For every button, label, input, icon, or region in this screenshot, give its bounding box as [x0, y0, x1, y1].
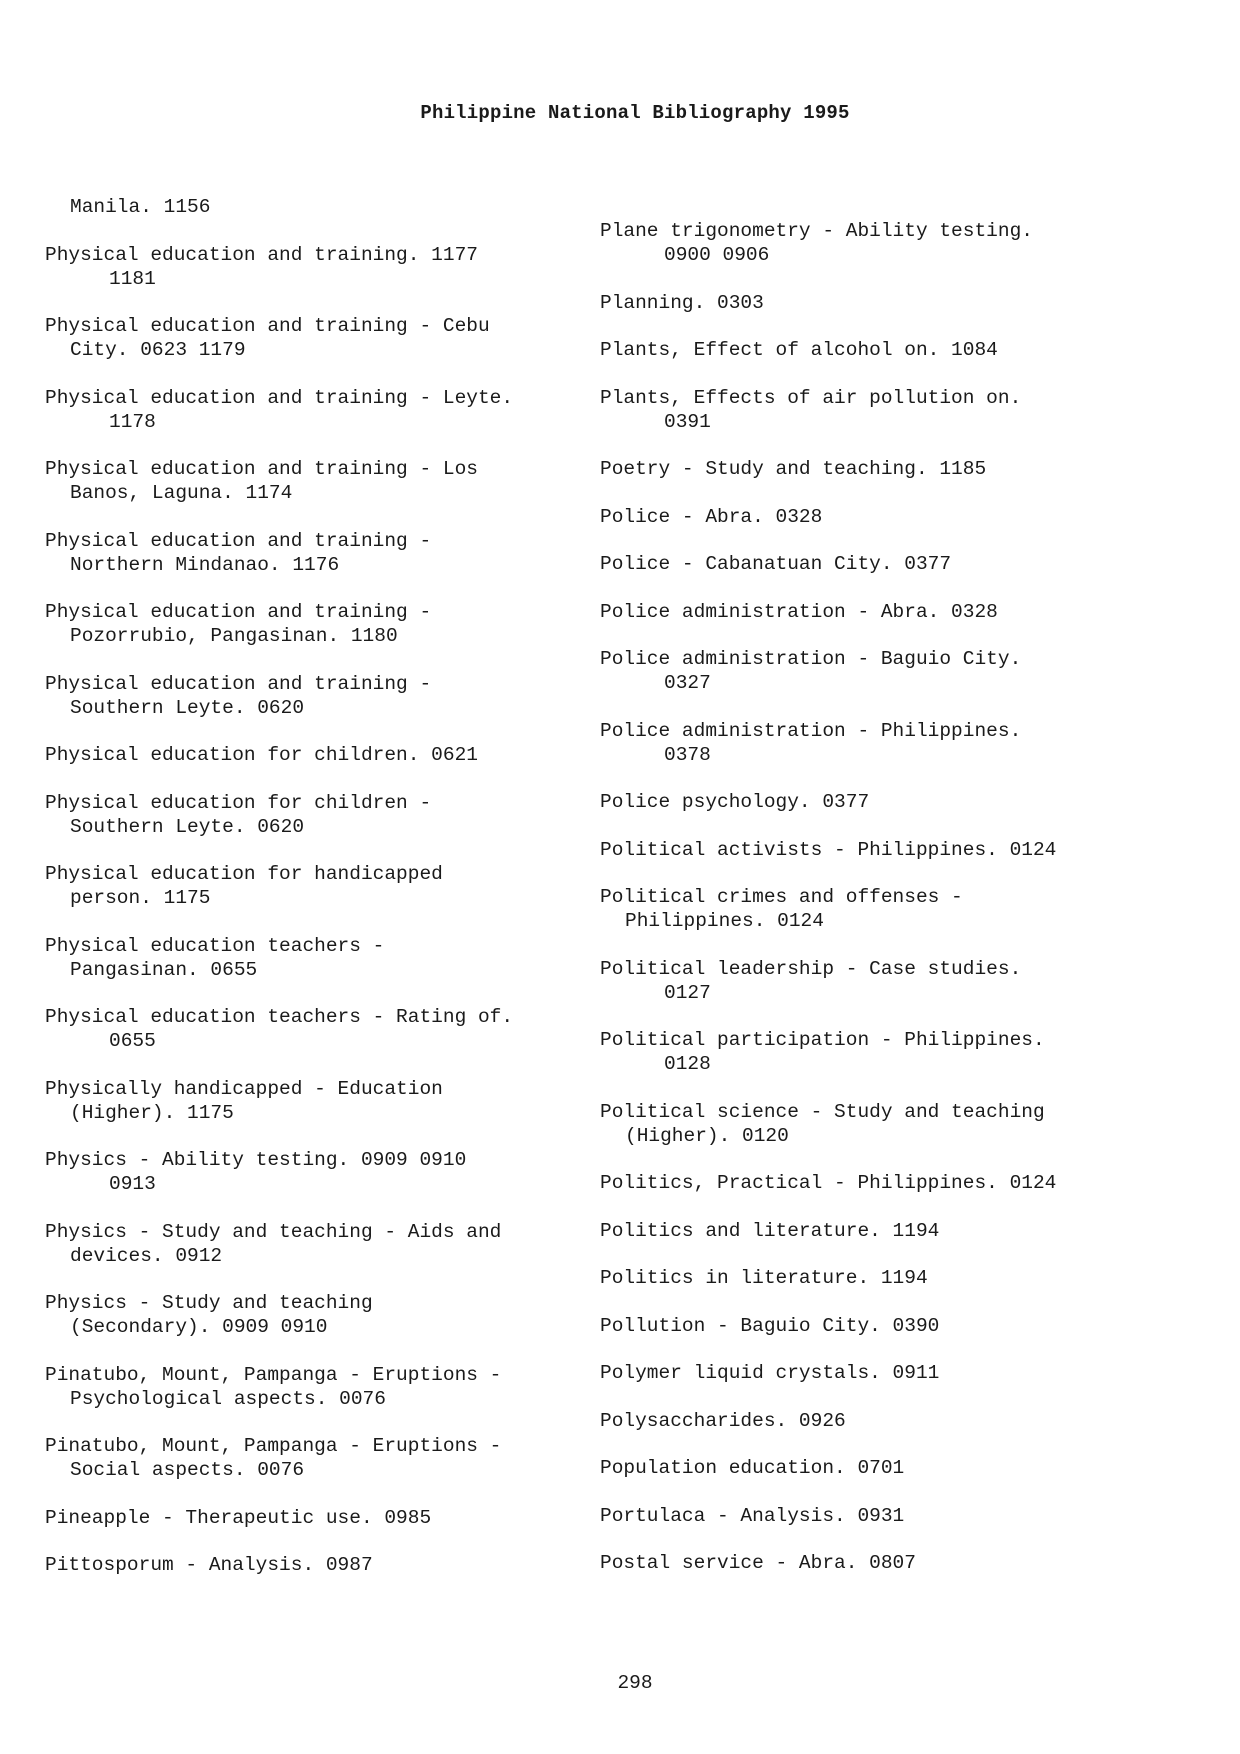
- index-entry-continuation: 1181: [109, 267, 156, 290]
- index-entry: [45, 1434, 605, 1482]
- index-entry-continuation: City. 0623 1179: [70, 339, 246, 361]
- index-entry-heading: Population education. 0701: [600, 1457, 905, 1479]
- index-entry-heading: Politics in literature. 1194: [600, 1267, 928, 1289]
- index-entry-continuation: 0655: [109, 1030, 156, 1052]
- index-entry: [45, 1363, 605, 1411]
- index-entry-continuation: Southern Leyte. 0620: [70, 815, 305, 838]
- index-column-right: [600, 219, 1160, 1599]
- index-entry-heading: Police administration - Philippines.: [600, 719, 1022, 742]
- index-entry-continuation: Banos, Laguna. 1174: [70, 482, 293, 504]
- index-entry-spacer: [45, 171, 605, 195]
- index-column-left: [45, 195, 605, 1601]
- index-entry-continuation: 0900 0906: [664, 244, 770, 266]
- index-entry-continuation: Northern Mindanao. 1176: [70, 553, 340, 576]
- index-entry-heading: Postal service - Abra. 0807: [600, 1552, 916, 1574]
- index-entry-heading: Physical education and training - Leyte.: [45, 386, 514, 409]
- index-entry: [600, 1409, 1160, 1433]
- index-entry-heading: Police psychology. 0377: [600, 791, 870, 813]
- index-entry-heading: Physical education and training -: [45, 529, 432, 552]
- index-entry: [45, 243, 605, 291]
- index-entry: [45, 457, 605, 505]
- index-entry-heading: Political activists - Philippines. 0124: [600, 838, 1057, 861]
- index-entry-continuation: 0128: [664, 1053, 711, 1075]
- index-entry-heading: Political science - Study and teaching: [600, 1100, 1045, 1123]
- index-entry-heading: Physical education and training -: [45, 601, 432, 623]
- index-entry: [45, 529, 605, 577]
- index-entry-heading: Pollution - Baguio City. 0390: [600, 1314, 940, 1337]
- index-entry: [45, 600, 605, 648]
- index-entry-heading: Physical education for handicapped: [45, 863, 443, 885]
- index-entry-continuation: person. 1175: [70, 887, 211, 909]
- index-entry-continuation: Southern Leyte. 0620: [70, 696, 305, 719]
- index-entry: [600, 600, 1160, 624]
- index-entry-heading: Pittosporum - Analysis. 0987: [45, 1554, 373, 1576]
- index-entry: [600, 552, 1160, 576]
- index-entry: [600, 1266, 1160, 1290]
- index-entry-heading: Physics - Study and teaching: [45, 1292, 373, 1314]
- index-entry-heading: Pinatubo, Mount, Pampanga - Eruptions -: [45, 1363, 502, 1386]
- index-entry: [600, 291, 1160, 315]
- index-entry-heading: Pineapple - Therapeutic use. 0985: [45, 1506, 432, 1529]
- index-entry-heading: Police administration - Baguio City.: [600, 648, 1022, 670]
- index-entry-heading: Political participation - Philippines.: [600, 1029, 1045, 1051]
- index-entry: [45, 1005, 605, 1053]
- index-entry: [600, 457, 1160, 481]
- index-entry: [45, 862, 605, 910]
- index-entry-heading: Physical education and training - Los: [45, 458, 478, 480]
- index-entry: [600, 1361, 1160, 1385]
- index-entry-heading: Planning. 0303: [600, 291, 764, 314]
- page-title: Philippine National Bibliography 1995: [420, 102, 850, 124]
- index-entry: [45, 672, 605, 720]
- index-entry-heading: Police - Cabanatuan City. 0377: [600, 553, 952, 575]
- index-entry-heading: Plane trigonometry - Ability testing.: [600, 220, 1033, 242]
- index-entry: [45, 1291, 605, 1339]
- index-entry: [600, 1314, 1160, 1338]
- index-entry-continuation: 0327: [664, 672, 711, 694]
- index-entry: [600, 838, 1160, 862]
- index-entry-heading: Poetry - Study and teaching. 1185: [600, 458, 987, 480]
- index-entry-heading: Political crimes and offenses -: [600, 886, 963, 908]
- index-entry: [45, 791, 605, 839]
- index-entry: [45, 1148, 605, 1196]
- index-entry-heading: Police - Abra. 0328: [600, 505, 823, 528]
- index-entry-heading: Polymer liquid crystals. 0911: [600, 1362, 940, 1384]
- page-number: 298: [617, 1672, 653, 1694]
- index-entry: [600, 1100, 1160, 1148]
- index-entry-heading: Political leadership - Case studies.: [600, 957, 1022, 980]
- index-entry: [45, 1077, 605, 1125]
- index-entry-heading: Physical education and training. 1177: [45, 243, 478, 266]
- index-entry: [600, 219, 1160, 267]
- index-entry-heading: Physics - Study and teaching - Aids and: [45, 1220, 502, 1243]
- index-entry: [45, 1220, 605, 1268]
- index-entry: [45, 743, 605, 767]
- index-entry: [600, 1504, 1160, 1528]
- index-entry: [600, 1551, 1160, 1575]
- index-entry-heading: Physically handicapped - Education: [45, 1077, 443, 1100]
- index-entry-heading: Plants, Effects of air pollution on.: [600, 386, 1022, 409]
- index-entry-heading: Politics and literature. 1194: [600, 1219, 940, 1242]
- index-entry: [45, 934, 605, 982]
- index-entry: [600, 957, 1160, 1005]
- index-entry-continuation: (Higher). 0120: [625, 1124, 789, 1147]
- index-entry: [45, 386, 605, 434]
- index-entry: [600, 1219, 1160, 1243]
- index-entry-continuation: 0378: [664, 743, 711, 766]
- index-entry: [45, 171, 605, 219]
- index-entry: [600, 1171, 1160, 1195]
- index-entry: [600, 1028, 1160, 1076]
- index-entry-continuation: Pangasinan. 0655: [70, 958, 258, 981]
- index-entry-heading: Portulaca - Analysis. 0931: [600, 1504, 905, 1527]
- index-entry-continuation: 1178: [109, 410, 156, 433]
- index-entry-continuation: Psychological aspects. 0076: [70, 1387, 386, 1410]
- index-entry-continuation: (Higher). 1175: [70, 1101, 234, 1124]
- index-entry: [600, 1456, 1160, 1480]
- index-entry: [600, 505, 1160, 529]
- index-entry: [600, 647, 1160, 695]
- index-entry-continuation: Philippines. 0124: [625, 910, 824, 932]
- index-entry-continuation: Manila. 1156: [70, 196, 211, 218]
- index-entry: [600, 386, 1160, 434]
- index-entry: [45, 1553, 605, 1577]
- index-entry-heading: Polysaccharides. 0926: [600, 1409, 846, 1432]
- index-entry-heading: Physical education teachers - Rating of.: [45, 1006, 514, 1028]
- index-entry-continuation: devices. 0912: [70, 1244, 223, 1267]
- index-entry-heading: Physical education and training -: [45, 672, 432, 695]
- index-entry: [600, 885, 1160, 933]
- index-entry-heading: Physics - Ability testing. 0909 0910: [45, 1149, 467, 1171]
- index-entry: [600, 719, 1160, 767]
- index-entry-continuation: Pozorrubio, Pangasinan. 1180: [70, 625, 398, 647]
- index-entry-heading: Physical education teachers -: [45, 934, 385, 957]
- index-entry-heading: Pinatubo, Mount, Pampanga - Eruptions -: [45, 1435, 502, 1457]
- index-entry-heading: Police administration - Abra. 0328: [600, 600, 998, 623]
- index-entry-continuation: 0127: [664, 981, 711, 1004]
- index-entry: [600, 790, 1160, 814]
- index-entry-heading: Plants, Effect of alcohol on. 1084: [600, 339, 998, 361]
- index-entry: [45, 1506, 605, 1530]
- index-entry-continuation: Social aspects. 0076: [70, 1459, 305, 1481]
- index-entry-continuation: (Secondary). 0909 0910: [70, 1316, 328, 1338]
- index-entry-continuation: 0391: [664, 410, 711, 433]
- index-entry: [600, 338, 1160, 362]
- index-entry-heading: Physical education for children. 0621: [45, 744, 478, 766]
- index-entry: [45, 314, 605, 362]
- index-entry-continuation: 0913: [109, 1173, 156, 1195]
- index-entry-heading: Politics, Practical - Philippines. 0124: [600, 1172, 1057, 1194]
- index-entry-heading: Physical education for children -: [45, 791, 432, 814]
- index-entry-heading: Physical education and training - Cebu: [45, 315, 490, 337]
